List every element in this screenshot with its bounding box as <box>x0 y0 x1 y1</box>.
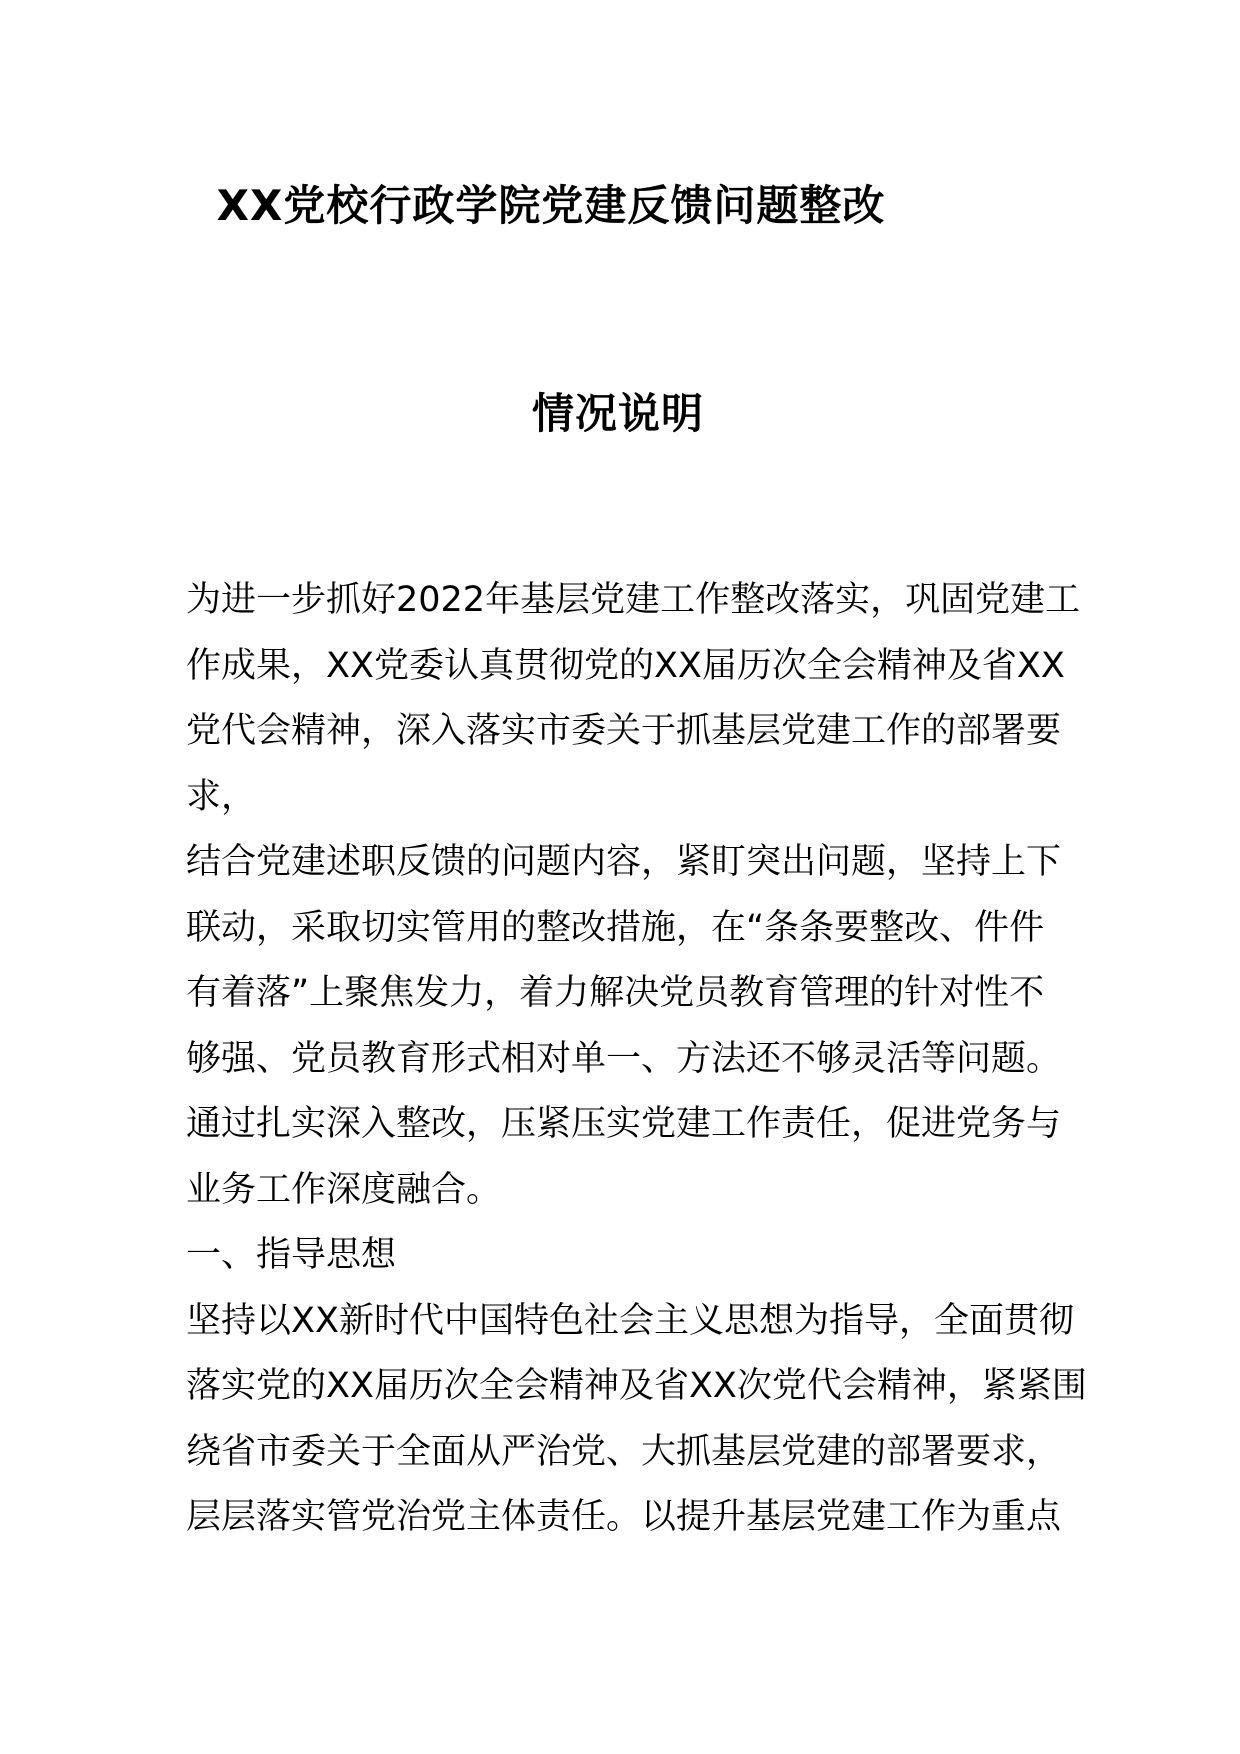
body-line: 为进一步抓好2022年基层党建工作整改落实，巩固党建工 <box>186 580 1081 620</box>
body-line: 业务工作深度融合。 <box>186 1169 502 1210</box>
body-line: 作成果，XX党委认真贯彻党的XX届历次全会精神及省XX <box>186 645 1065 686</box>
section-heading: 一、指导思想 <box>186 1235 397 1275</box>
body-line: 坚持以XX新时代中国特色社会主义思想为指导，全面贯彻 <box>186 1300 1074 1341</box>
body-line: 党代会精神，深入落实市委关于抓基层党建工作的部署要 <box>186 711 1062 751</box>
body-line: 求， <box>186 776 257 817</box>
body-line: 够强、党员教育形式相对单一、方法还不够灵活等问题。 <box>186 1038 1062 1079</box>
body-line: 结合党建述职反馈的问题内容，紧盯突出问题，坚持上下 <box>186 842 1062 882</box>
document-title-line-1: XX党校行政学院党建反馈问题整改 <box>216 181 886 230</box>
body-line: 落实党的XX届历次全会精神及省XX次党代会精神，紧紧围 <box>186 1366 1087 1406</box>
body-line: 有着落”上聚焦发力，着力解决党员教育管理的针对性不 <box>186 973 1045 1013</box>
body-line: 绕省市委关于全面从严治党、大抓基层党建的部署要求， <box>186 1431 1062 1472</box>
body-line: 联动，采取切实管用的整改措施，在“条条要整改、件件 <box>186 907 1045 948</box>
document-title-line-2: 情况说明 <box>531 389 704 438</box>
body-line: 层层落实管党治党主体责任。以提升基层党建工作为重点 <box>186 1497 1062 1537</box>
document-body <box>186 568 1087 1551</box>
body-line: 通过扎实深入整改，压紧压实党建工作责任，促进党务与 <box>186 1104 1062 1144</box>
